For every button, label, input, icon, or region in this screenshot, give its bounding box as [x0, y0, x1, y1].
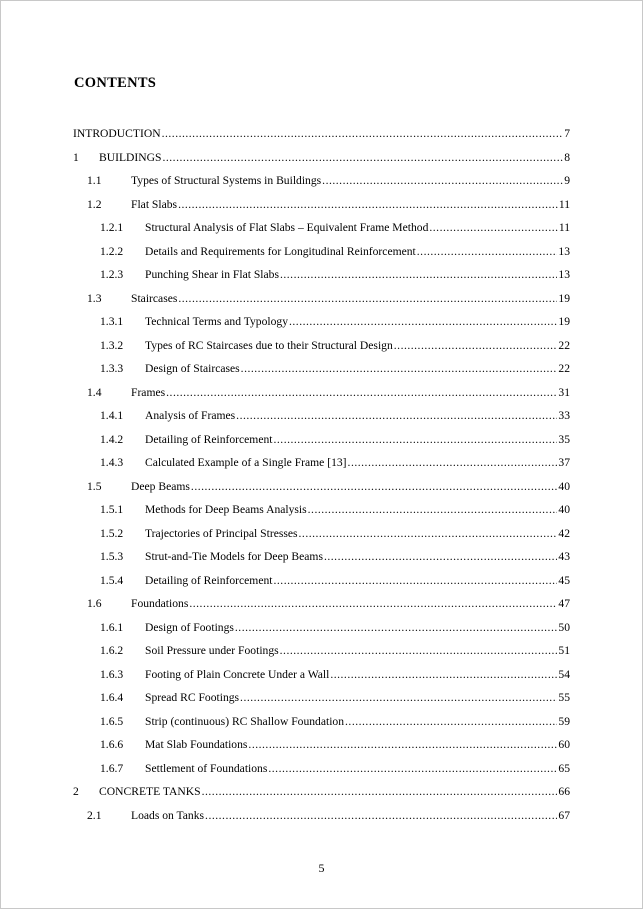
toc-entry[interactable]	[73, 783, 570, 801]
toc-entry-number: 1.3.1	[100, 315, 124, 328]
toc-entry-page: 37	[558, 456, 570, 469]
toc-entry-page: 43	[558, 550, 570, 563]
toc-entry-title: Methods for Deep Beams Analysis	[145, 503, 307, 516]
toc-entry-number: 1.5	[87, 479, 102, 493]
toc-entry-page: 35	[558, 432, 570, 446]
dot-leader	[289, 313, 557, 331]
toc-entry-page: 51	[558, 644, 570, 657]
toc-entry-page: 45	[558, 573, 570, 587]
toc-entry-number: 1.5.2	[100, 526, 124, 540]
toc-entry-title: Design of Footings	[145, 620, 234, 634]
toc-entry-title: Loads on Tanks	[131, 808, 205, 822]
toc-entry-title: Detailing of Reinforcement	[145, 432, 273, 446]
dot-leader	[268, 760, 557, 778]
toc-entry-number: 1.6.4	[100, 691, 124, 704]
toc-entry-page: 66	[558, 785, 570, 798]
toc-entry[interactable]	[100, 548, 570, 566]
toc-entry-page: 55	[558, 691, 570, 704]
toc-entry-title: BUILDINGS	[99, 150, 162, 164]
toc-entry[interactable]	[100, 243, 570, 261]
toc-entry-page: 11	[558, 221, 570, 234]
toc-entry-number: 2.1	[87, 808, 102, 822]
toc-entry-page: 9	[564, 174, 570, 187]
toc-entry-title: Foundations	[131, 597, 189, 610]
toc-entry-title: Types of Structural Systems in Buildings	[131, 174, 322, 187]
toc-entry[interactable]	[100, 642, 570, 660]
toc-entry-title: Calculated Example of a Single Frame [13]	[145, 456, 347, 469]
toc-entry[interactable]	[87, 290, 570, 308]
toc-entry-number: 1.6.3	[100, 667, 124, 681]
toc-entry[interactable]	[100, 736, 570, 754]
dot-leader	[429, 219, 557, 237]
dot-leader	[235, 619, 558, 637]
toc-entry[interactable]	[100, 454, 570, 472]
toc-entry-number: 1.4.3	[100, 456, 124, 469]
toc-entry[interactable]	[87, 595, 570, 613]
toc-entry-title: Frames	[131, 385, 166, 399]
toc-entry-title: Spread RC Footings	[145, 691, 240, 704]
toc-entry-title: Punching Shear in Flat Slabs	[145, 268, 279, 281]
toc-entry-page: 13	[558, 268, 570, 281]
toc-entry[interactable]	[100, 501, 570, 519]
dot-leader	[162, 149, 563, 167]
toc-entry-number: 1.4.2	[100, 432, 124, 446]
toc-entry-page: 65	[558, 761, 570, 775]
toc-entry-number: 1.3	[87, 291, 102, 305]
dot-leader	[202, 783, 558, 801]
toc-entry-page: 22	[558, 362, 570, 375]
toc-entry-page: 19	[558, 291, 570, 305]
toc-entry-number: 1.2.1	[100, 221, 124, 234]
toc-entry-title: Footing of Plain Concrete Under a Wall	[145, 667, 330, 681]
toc-entry-page: 54	[558, 667, 570, 681]
toc-entry-title: Flat Slabs	[131, 197, 178, 211]
dot-leader	[178, 290, 557, 308]
toc-entry[interactable]	[100, 572, 570, 590]
dot-leader	[345, 713, 557, 731]
toc-entry-title: Mat Slab Foundations	[145, 738, 248, 751]
toc-entry-page: 31	[558, 385, 570, 399]
toc-entry-number: 1.6.7	[100, 761, 124, 775]
toc-entry-title: Soil Pressure under Footings	[145, 644, 279, 657]
toc-entry-number: 1.3.3	[100, 362, 124, 375]
toc-entry-page: 59	[558, 714, 570, 728]
toc-entry-page: 40	[558, 503, 570, 516]
toc-entry[interactable]	[100, 619, 570, 637]
toc-entry-page: 22	[558, 338, 570, 352]
toc-entry-number: 1.6.1	[100, 620, 124, 634]
toc-entry-page: 33	[558, 409, 570, 422]
dot-leader	[241, 360, 558, 378]
toc-entry[interactable]	[100, 689, 570, 707]
dot-leader	[191, 478, 557, 496]
toc-entry-page: 50	[558, 620, 570, 634]
toc-entry-title: Analysis of Frames	[145, 409, 236, 422]
toc-entry-title: INTRODUCTION	[73, 127, 161, 140]
dot-leader	[162, 125, 564, 143]
toc-entry-title: Details and Requirements for Longitudinal Reinforcement	[145, 244, 416, 258]
dot-leader	[280, 266, 557, 284]
toc-entry[interactable]	[100, 760, 570, 778]
dot-leader	[322, 172, 563, 190]
toc-entry[interactable]	[100, 407, 570, 425]
toc-entry-number: 1.2	[87, 197, 102, 211]
dot-leader	[394, 337, 558, 355]
toc-entry-title: Strip (continuous) RC Shallow Foundation	[145, 714, 345, 728]
toc-entry-page: 47	[558, 597, 570, 610]
toc-entry[interactable]	[100, 360, 570, 378]
toc-entry-number: 1.5.1	[100, 503, 124, 516]
toc-entry-page: 8	[564, 150, 570, 164]
toc-entry[interactable]	[87, 196, 570, 214]
toc-entry-number: 1.3.2	[100, 338, 124, 352]
dot-leader	[274, 572, 558, 590]
toc-entry-number: 1.5.3	[100, 550, 124, 563]
toc-entry-title: Settlement of Foundations	[145, 761, 268, 775]
toc-entry[interactable]	[100, 337, 570, 355]
toc-entry[interactable]	[87, 172, 570, 190]
toc-entry[interactable]	[87, 807, 570, 825]
toc-entry[interactable]	[73, 149, 570, 167]
toc-entry-page: 40	[558, 479, 570, 493]
page-number: 5	[318, 861, 325, 875]
dot-leader	[274, 431, 558, 449]
toc-entry-number: 1.6.6	[100, 738, 124, 751]
toc-entry[interactable]	[100, 713, 570, 731]
dot-leader	[205, 807, 557, 825]
dot-leader	[299, 525, 558, 543]
toc-entry-page: 19	[558, 315, 570, 328]
dot-leader	[240, 689, 557, 707]
toc-entry-title: Design of Staircases	[145, 362, 240, 375]
toc-entry[interactable]	[87, 478, 570, 496]
toc-entry-title: Structural Analysis of Flat Slabs – Equivalent Frame Method	[145, 221, 429, 234]
dot-leader	[330, 666, 557, 684]
toc-entry[interactable]	[100, 219, 570, 237]
toc-entry-number: 1.6	[87, 597, 102, 610]
toc-entry-number: 1.2.2	[100, 244, 124, 258]
toc-entry[interactable]	[100, 266, 570, 284]
dot-leader	[348, 454, 558, 472]
toc-entry-number: 1.4	[87, 385, 102, 399]
page-heading: CONTENTS	[74, 75, 157, 91]
toc-entry-title: Detailing of Reinforcement	[145, 573, 273, 587]
toc-entry[interactable]	[100, 666, 570, 684]
dot-leader	[308, 501, 558, 519]
toc-entry-title: Staircases	[131, 291, 178, 305]
toc-entry-number: 1.5.4	[100, 573, 124, 587]
toc-entry-page: 7	[564, 127, 570, 140]
dot-leader	[417, 243, 558, 261]
toc-entry-title: Types of RC Staircases due to their Structural Design	[145, 338, 393, 352]
toc-entry-number: 1.1	[87, 174, 102, 187]
toc-entry[interactable]	[73, 125, 570, 143]
toc-entry-number: 1.2.3	[100, 268, 124, 281]
toc-entry-title: Deep Beams	[131, 479, 190, 493]
toc-entry-title: Trajectories of Principal Stresses	[145, 526, 298, 540]
dot-leader	[189, 595, 557, 613]
toc-entry[interactable]	[100, 313, 570, 331]
toc-entry-number: 1.6.5	[100, 714, 124, 728]
dot-leader	[280, 642, 558, 660]
toc-entry-page: 67	[558, 808, 570, 822]
dot-leader	[236, 407, 557, 425]
toc-entry-number: 1	[73, 150, 79, 164]
dot-leader	[324, 548, 557, 566]
toc-entry-page: 42	[558, 526, 570, 540]
toc-entry-page: 13	[558, 244, 570, 258]
toc-entry-page: 11	[558, 197, 570, 211]
toc-entry-number: 1.4.1	[100, 409, 124, 422]
toc-entry[interactable]	[100, 431, 570, 449]
toc-entry[interactable]	[100, 525, 570, 543]
toc-entry[interactable]	[87, 384, 570, 402]
toc-entry-title: Technical Terms and Typology	[145, 315, 288, 328]
dot-leader	[166, 384, 557, 402]
dot-leader	[178, 196, 558, 214]
toc-entry-page: 60	[558, 738, 570, 751]
toc-entry-title: CONCRETE TANKS	[99, 785, 201, 798]
toc-entry-number: 2	[73, 785, 79, 798]
toc-entry-title: Strut-and-Tie Models for Deep Beams	[145, 550, 323, 563]
dot-leader	[248, 736, 557, 754]
toc-entry-number: 1.6.2	[100, 644, 124, 657]
